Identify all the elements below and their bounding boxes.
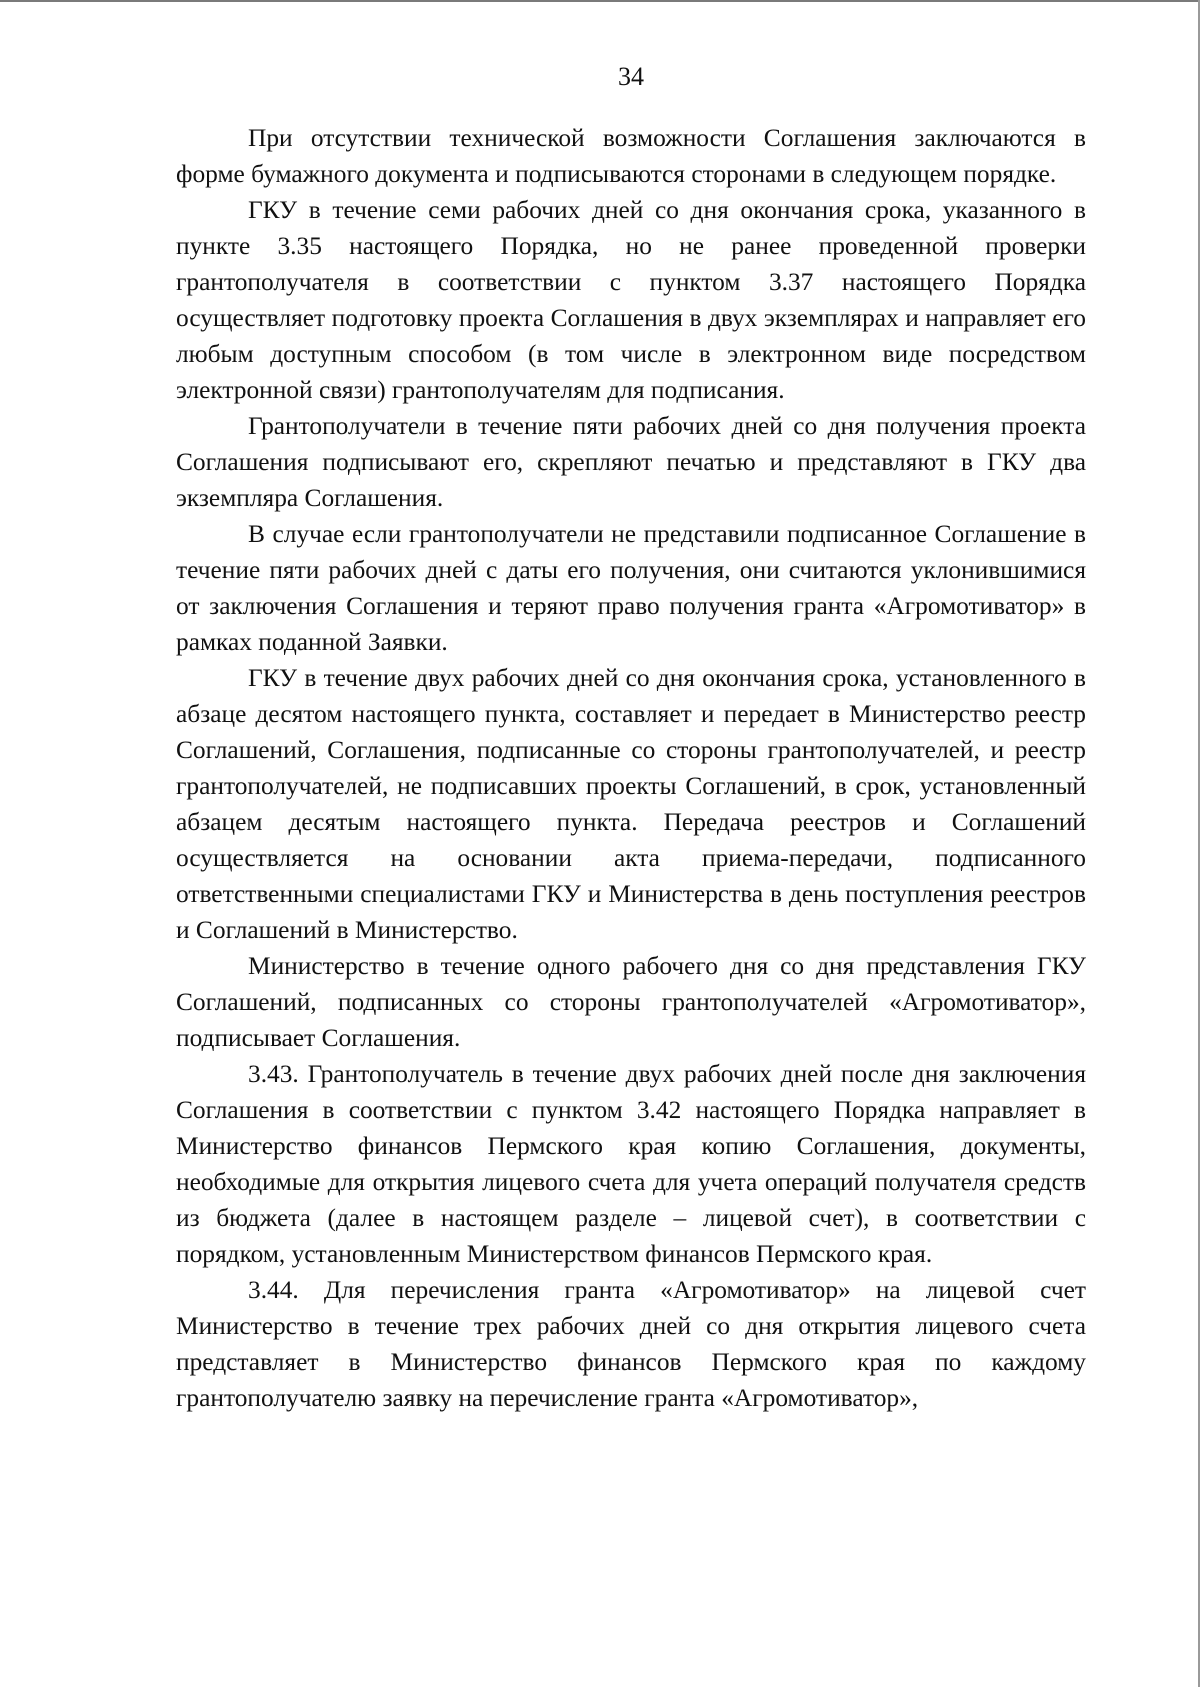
- paragraph-grantees-five-days: Грантополучатели в течение пяти рабочих дней со дня получения проекта Соглашения подписывают его, скрепляют печатью и представляют в ГКУ два экземпляра Соглашения.: [176, 412, 1086, 512]
- page-number: 34: [618, 62, 644, 91]
- paragraph-not-submitted: В случае если грантополучатели не представили подписанное Соглашение в течение пяти рабочих дней с даты его получения, они считаются уклонившимися от заключения Соглашения и теряют право получения гранта «Агромотиватор» в рамках поданной Заявки.: [176, 520, 1086, 656]
- paragraph-3-44: 3.44. Для перечисления гранта «Агромотиватор» на лицевой счет Министерство в течение трех рабочих дней со дня открытия лицевого счета представляет в Министерство финансов Пермского края по каждому грантополучателю заявку на перечисление гранта «Агромотиватор»,: [176, 1276, 1086, 1412]
- paragraph-ministry-one-day: Министерство в течение одного рабочего дня со дня представления ГКУ Соглашений, подписанных со стороны грантополучателей «Агромотиватор», подписывает Соглашения.: [176, 952, 1086, 1052]
- paragraph-3-43: 3.43. Грантополучатель в течение двух рабочих дней после дня заключения Соглашения в соответствии с пунктом 3.42 настоящего Порядка направляет в Министерство финансов Пермского края копию Соглашения, документы, необходимые для открытия лицевого счета для учета операций получателя средств из бюджета (далее в настоящем разделе – лицевой счет), в соответствии с порядком, установленным Министерством финансов Пермского края.: [176, 1060, 1086, 1268]
- paragraph-gku-two-days: ГКУ в течение двух рабочих дней со дня окончания срока, установленного в абзаце десятом настоящего пункта, составляет и передает в Министерство реестр Соглашений, Соглашения, подписанные со стороны грантополучателей, и реестр грантополучателей, не подписавших проекты Соглашений, в срок, установленный абзацем десятым настоящего пункта. Передача реестров и Соглашений осуществляется на основании акта приема-передачи, подписанного ответственными специалистами ГКУ и Министерства в день поступления реестров и Соглашений в Министерство.: [176, 664, 1086, 944]
- paragraph-gku-seven-days: ГКУ в течение семи рабочих дней со дня окончания срока, указанного в пункте 3.35 настоящего Порядка, но не ранее проведенной проверки грантополучателя в соответствии с пунктом 3.37 настоящего Порядка осуществляет подготовку проекта Соглашения в двух экземплярах и направляет его любым доступным способом (в том числе в электронном виде посредством электронной связи) грантополучателям для подписания.: [176, 196, 1086, 404]
- document-body: [176, 120, 1086, 1416]
- paragraph-technical-absence: При отсутствии технической возможности Соглашения заключаются в форме бумажного документа и подписываются сторонами в следующем порядке.: [176, 124, 1086, 188]
